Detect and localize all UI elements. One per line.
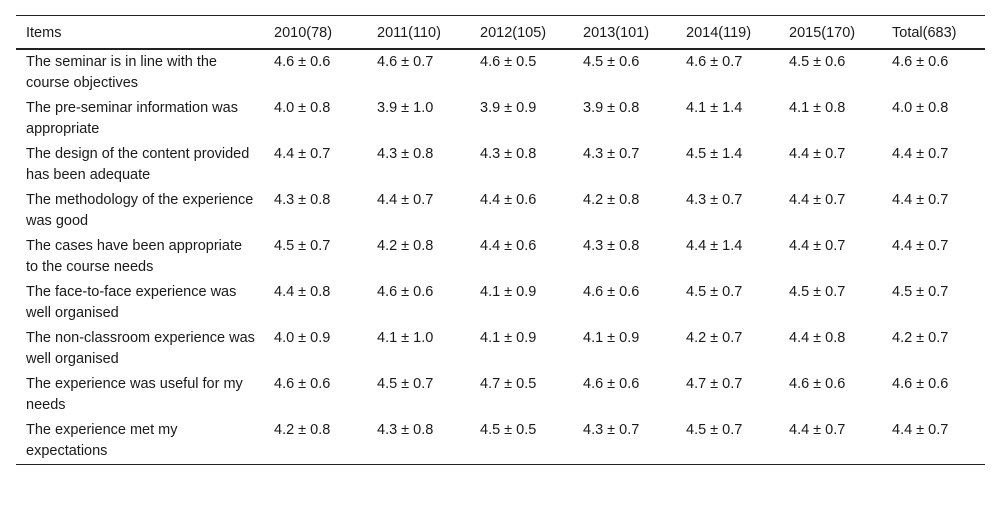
score-cell: 4.6 ± 0.6	[583, 284, 640, 300]
score-cell: 4.5 ± 0.6	[789, 54, 846, 70]
item-label: The experience met my expectations	[26, 422, 178, 459]
score-cell: 4.4 ± 0.7	[789, 146, 846, 162]
score-cell: 4.4 ± 0.7	[892, 146, 949, 162]
item-label: The non-classroom experience was well organised	[26, 330, 255, 367]
table-row	[16, 280, 985, 326]
score-cell: 4.4 ± 0.7	[892, 422, 949, 438]
score-cell: 4.4 ± 0.8	[789, 330, 846, 346]
column-header-year-4: 2013(101)	[583, 24, 650, 41]
score-cell: 4.6 ± 0.6	[377, 284, 434, 300]
score-cell: 4.3 ± 0.8	[274, 192, 331, 208]
score-cell: 4.4 ± 0.8	[274, 284, 331, 300]
ratings-table	[16, 15, 985, 465]
table-row	[16, 372, 985, 418]
score-cell: 4.1 ± 0.8	[789, 100, 846, 116]
column-header-year-5: 2014(119)	[686, 24, 752, 41]
score-cell: 4.4 ± 0.7	[892, 238, 949, 254]
score-cell: 4.6 ± 0.7	[377, 54, 434, 70]
score-cell: 4.6 ± 0.6	[274, 376, 331, 392]
table-row	[16, 96, 985, 142]
item-label: The seminar is in line with the course objectives	[26, 54, 217, 91]
score-cell: 4.4 ± 1.4	[686, 238, 743, 254]
column-header-year-6: 2015(170)	[789, 24, 856, 41]
score-cell: 4.4 ± 0.6	[480, 192, 537, 208]
score-cell: 4.5 ± 0.7	[274, 238, 331, 254]
score-cell: 4.3 ± 0.8	[377, 422, 434, 438]
column-header-items: Items	[26, 24, 62, 41]
score-cell: 4.2 ± 0.8	[377, 238, 434, 254]
score-cell: 4.5 ± 0.7	[892, 284, 949, 300]
score-cell: 4.3 ± 0.7	[583, 422, 640, 438]
score-cell: 4.6 ± 0.5	[480, 54, 537, 70]
item-label: The design of the content provided has been adequate	[26, 146, 250, 183]
column-header-year-3: 2012(105)	[480, 24, 547, 41]
score-cell: 4.0 ± 0.8	[274, 100, 331, 116]
score-cell: 4.6 ± 0.6	[892, 376, 949, 392]
column-header-year-2: 2011(110)	[377, 24, 441, 41]
table-body	[16, 49, 985, 465]
score-cell: 4.5 ± 0.5	[480, 422, 537, 438]
column-header-year-1: 2010(78)	[274, 24, 333, 41]
score-cell: 4.3 ± 0.7	[686, 192, 743, 208]
score-cell: 4.1 ± 0.9	[480, 330, 537, 346]
score-cell: 4.5 ± 0.6	[583, 54, 640, 70]
item-label: The pre-seminar information was appropriate	[26, 100, 238, 137]
score-cell: 4.2 ± 0.8	[274, 422, 331, 438]
item-label: The experience was useful for my needs	[26, 376, 243, 413]
score-cell: 4.3 ± 0.8	[377, 146, 434, 162]
score-cell: 4.5 ± 0.7	[789, 284, 846, 300]
score-cell: 4.5 ± 1.4	[686, 146, 743, 162]
table-row	[16, 142, 985, 188]
score-cell: 4.4 ± 0.7	[274, 146, 331, 162]
score-cell: 3.9 ± 0.9	[480, 100, 537, 116]
score-cell: 4.0 ± 0.8	[892, 100, 949, 116]
score-cell: 4.6 ± 0.6	[274, 54, 331, 70]
score-cell: 4.1 ± 0.9	[583, 330, 640, 346]
score-cell: 4.2 ± 0.8	[583, 192, 640, 208]
score-cell: 4.4 ± 0.7	[892, 192, 949, 208]
score-cell: 4.3 ± 0.7	[583, 146, 640, 162]
header-row	[16, 16, 985, 50]
table-row	[16, 418, 985, 465]
score-cell: 4.4 ± 0.6	[480, 238, 537, 254]
table-row	[16, 326, 985, 372]
item-label: The methodology of the experience was good	[26, 192, 254, 229]
item-label: The face-to-face experience was well organised	[26, 284, 237, 321]
score-cell: 4.1 ± 1.4	[686, 100, 743, 116]
table-header	[16, 16, 985, 50]
item-label: The cases have been appropriate to the course needs	[26, 238, 243, 275]
score-cell: 4.4 ± 0.7	[789, 238, 846, 254]
score-cell: 4.1 ± 1.0	[377, 330, 434, 346]
table-row	[16, 188, 985, 234]
score-cell: 4.7 ± 0.7	[686, 376, 743, 392]
score-cell: 4.1 ± 0.9	[480, 284, 537, 300]
score-cell: 4.4 ± 0.7	[789, 422, 846, 438]
score-cell: 4.6 ± 0.6	[789, 376, 846, 392]
score-cell: 4.3 ± 0.8	[583, 238, 640, 254]
score-cell: 4.6 ± 0.7	[686, 54, 743, 70]
score-cell: 4.2 ± 0.7	[686, 330, 743, 346]
score-cell: 4.6 ± 0.6	[583, 376, 640, 392]
score-cell: 4.7 ± 0.5	[480, 376, 537, 392]
table-container	[16, 15, 985, 465]
score-cell: 4.2 ± 0.7	[892, 330, 949, 346]
score-cell: 3.9 ± 0.8	[583, 100, 640, 116]
score-cell: 4.4 ± 0.7	[789, 192, 846, 208]
score-cell: 4.3 ± 0.8	[480, 146, 537, 162]
column-header-total: Total(683)	[892, 24, 957, 41]
score-cell: 3.9 ± 1.0	[377, 100, 434, 116]
score-cell: 4.5 ± 0.7	[686, 422, 743, 438]
table-row	[16, 49, 985, 96]
score-cell: 4.6 ± 0.6	[892, 54, 949, 70]
score-cell: 4.5 ± 0.7	[686, 284, 743, 300]
score-cell: 4.5 ± 0.7	[377, 376, 434, 392]
table-row	[16, 234, 985, 280]
score-cell: 4.0 ± 0.9	[274, 330, 331, 346]
score-cell: 4.4 ± 0.7	[377, 192, 434, 208]
